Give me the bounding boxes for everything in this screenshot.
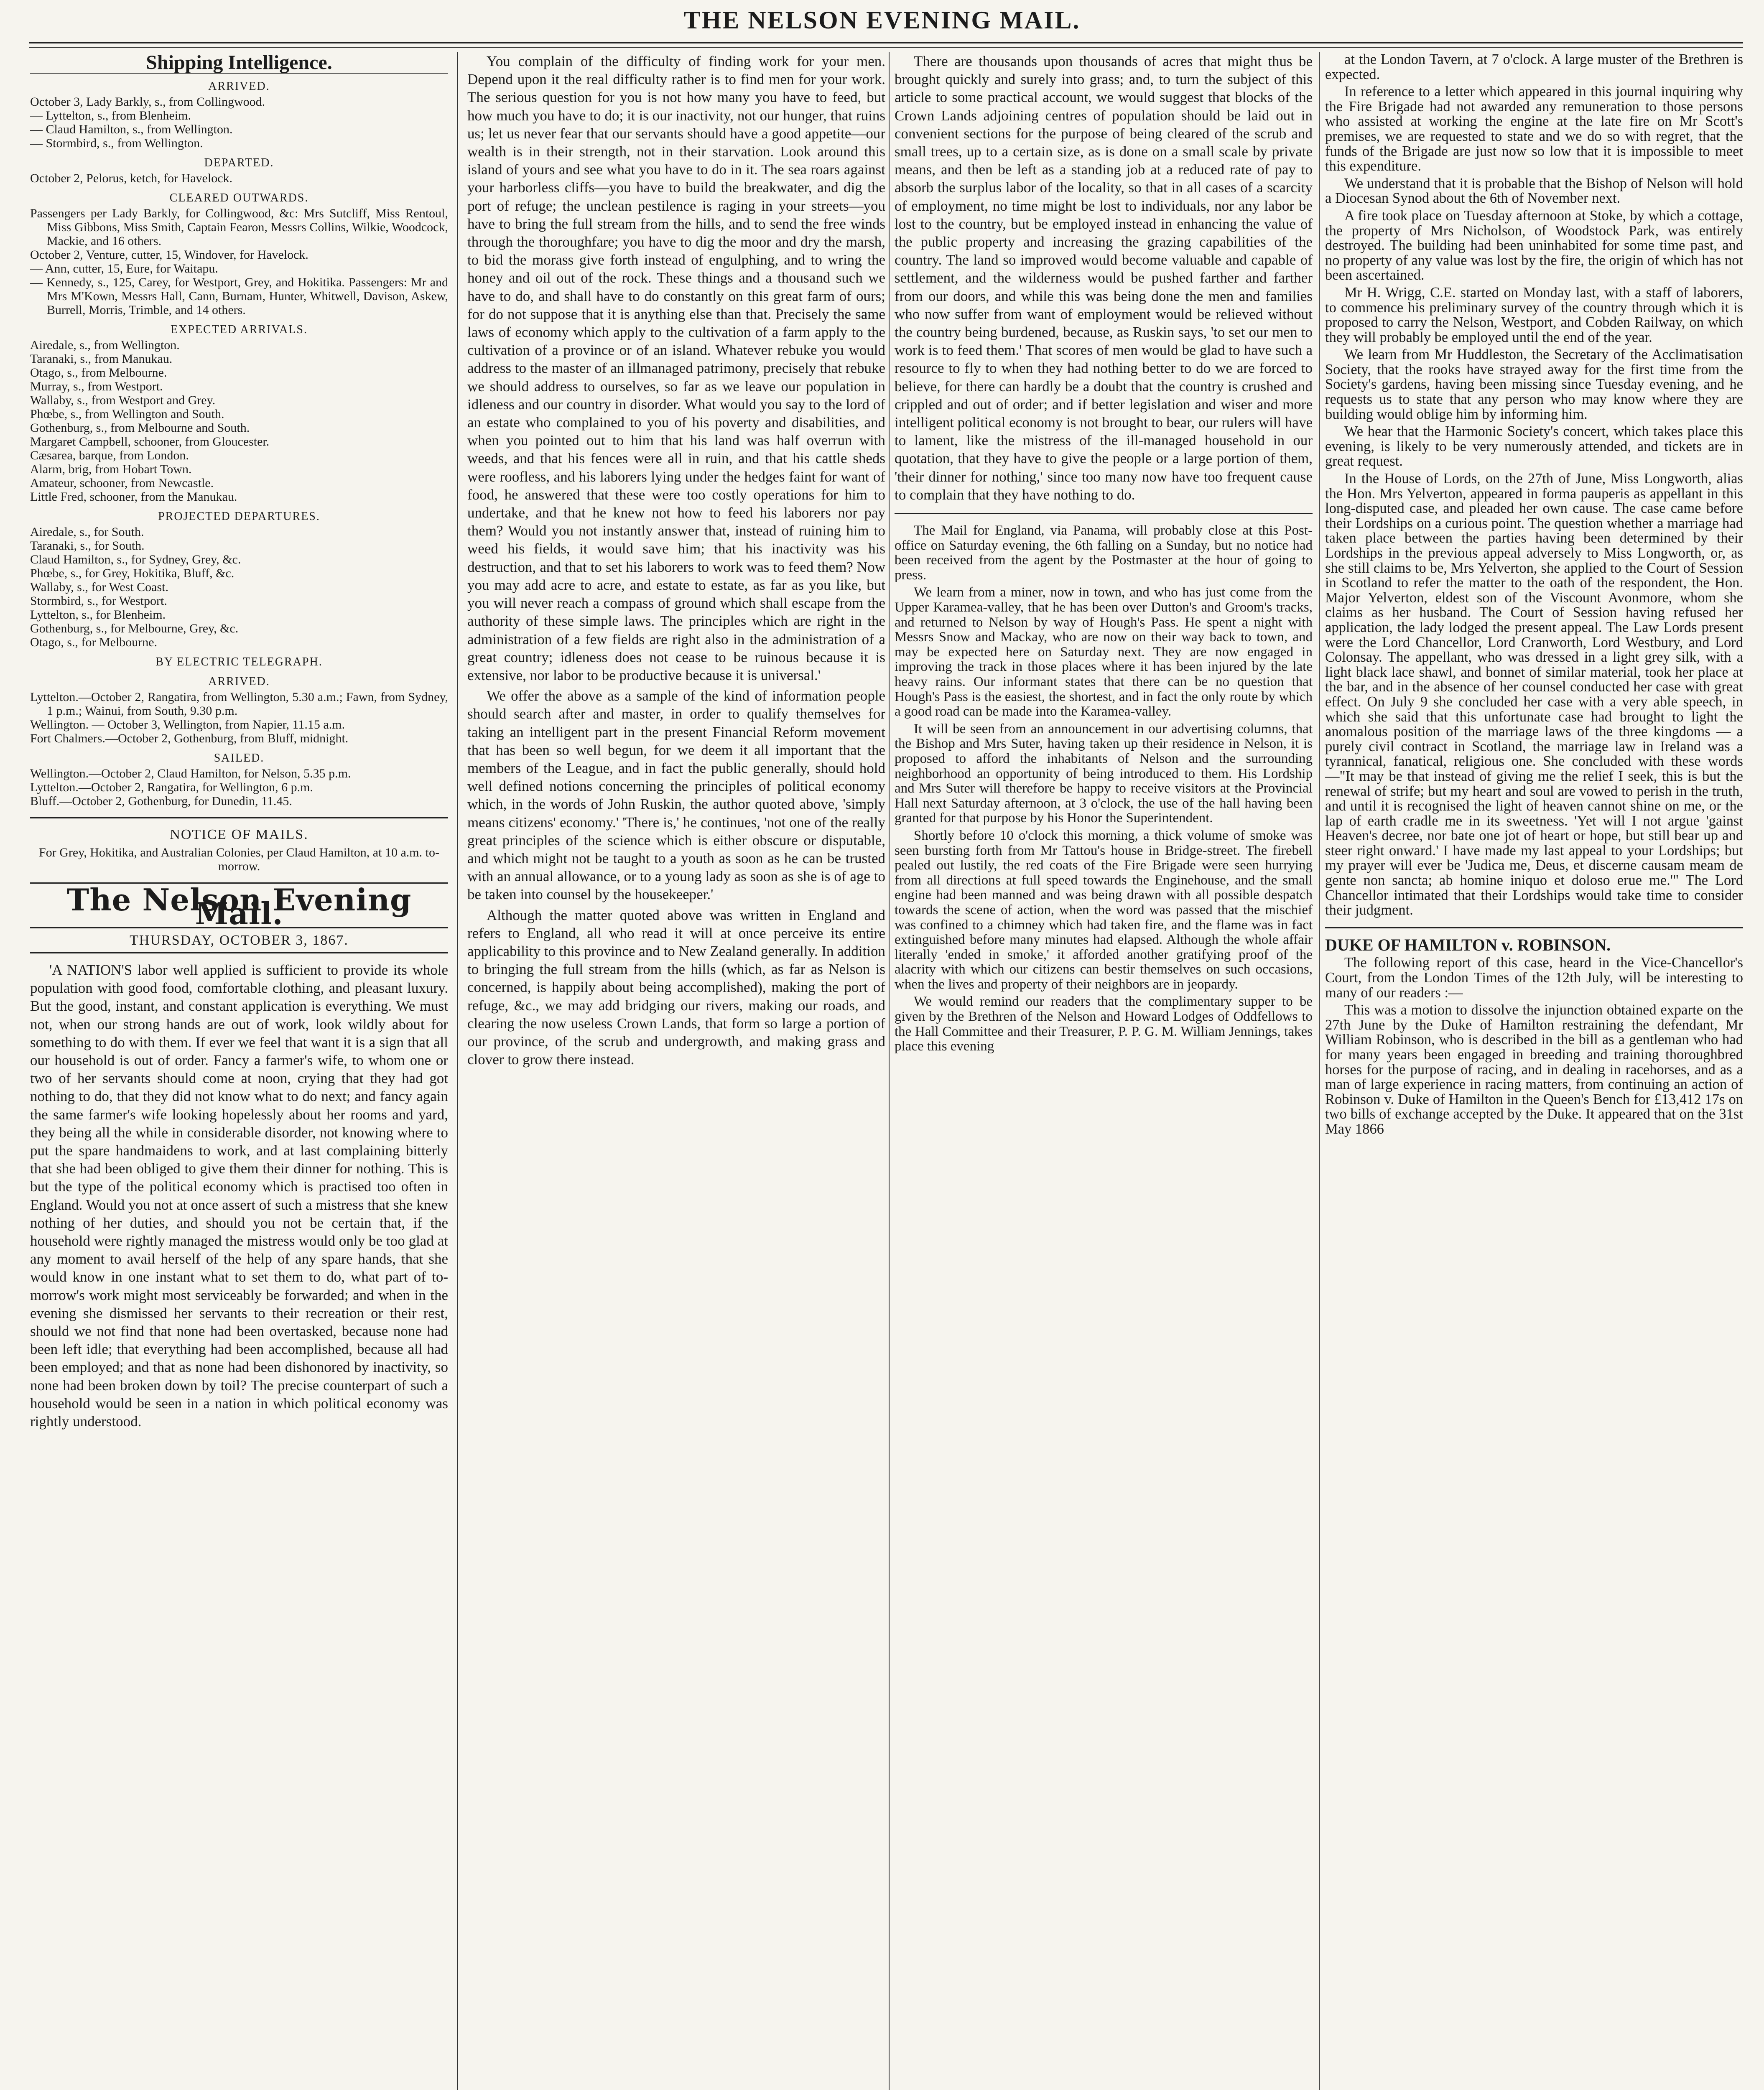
- list-item: Wallaby, s., for West Coast.: [30, 580, 168, 594]
- local-news-cont: [1325, 52, 1743, 918]
- mails-heading: NOTICE OF MAILS.: [170, 827, 308, 842]
- separator: [1325, 927, 1743, 928]
- list-item: October 2, Venture, cutter, 15, Windover, for Havelock.: [30, 248, 308, 262]
- list-item: Wellington. — October 3, Wellington, from Napier, 11.15 a.m.: [30, 718, 345, 732]
- list-item: Claud Hamilton, s., for Sydney, Grey, &c.: [30, 553, 241, 566]
- paper-title: The Nelson Evening Mail.: [66, 882, 412, 931]
- paragraph: Although the matter quoted above was written in England and refers to England, all who read it will at once perceive its entire applicability to this province and to New Zealand generally. In addition to bringing the full stream from the hills (which, as far as Nelson is concerned, is happily about being accomplished), making the port of refuge, &c., we may add bridging our rivers, making our roads, and clearing the now useless Crown Lands, that form so large a portion of our province, of the scrub and undergrowth, and making grass and clover to grow there instead.: [467, 907, 885, 1068]
- list-item: Phœbe, s., for Grey, Hokitika, Bluff, &c.: [30, 566, 235, 580]
- expected-list: [30, 338, 448, 504]
- leader-part-3: [895, 52, 1313, 504]
- list-item: Phœbe, s., from Wellington and South.: [30, 407, 224, 421]
- paragraph: In the House of Lords, on the 27th of June, Miss Longworth, alias the Hon. Mrs Yelverton, appeared in forma pauperis as appellant in this long-disputed case, and pleaded her own cause. The case came before their Lordships on a curious point. The question whether a marriage had taken place between the parties having been determined by their Lordships in the previous appeal adversely to Miss Longworth, or, as she still claims to be, Mrs Yelverton, she applied to the Court of Session in Scotland to refer the matter to the oath of the respondent, the Hon. Major Yelverton, eldest son of the Viscount Avonmore, whom she claims as her husband. The Court of Session having refused her application, the lady lodged the present appeal. The Law Lords present were the Lord Chancellor, Lord Cranworth, Lord Westbury, and Lord Colonsay. The appellant, who was dressed in a light grey silk, with a light black lace shawl, and bonnet of similar material, took her place at the bar, and in the absence of her counsel conducted her case with great effect. On July 9 she concluded her case with a very able speech, in which she said that this unfortunate case had brought to light the anomalous position of the marriage laws of the three kingdoms — a purely civil contract in Scotland, the marriage law in Ireland was a tyrannical, fanatical, religious one. She concluded with these words—"It may be that instead of giving me the relief I seek, this is but the renewal of strife; but my heart and soul are vowed to perish in the truth, and until it is recognised the light of heaven cannot shine on me, or the lap of earth cradle me in its sweetness. 'Yet will I not argue 'gainst Heaven's decree, nor bate one jot of heart or hope, but still bear up and steer right onward.' I have made my last appeal to your Lordships; but my prayer will ever be 'Judica me, Deus, et discerne causam meam de gente non sancta; ab homine iniquo et doloso erue me.'" The Lord Chancellor intimated that their Lordships would take time to consider their judgment.: [1325, 471, 1743, 918]
- paragraph: Mr H. Wrigg, C.E. started on Monday last, with a staff of laborers, to commence his preliminary survey of the country through which it is proposed to carry the Nelson, Westport, and Cobden Railway, on which they will probably be employed until the end of the year.: [1325, 284, 1743, 345]
- paragraph: There are thousands upon thousands of acres that might thus be brought quickly and surely into grass; and, to turn the subject of this article to some practical account, we would suggest that blocks of the Crown Lands adjoining centres of population should be laid out in convenient sections for the purpose of being cleared of the scrub and small trees, up to a certain size, as is done on a small scale by private means, and then be left as a standing job at a reduced rate of pay to absorb the surplus labor of the locality, so that in all cases of a scarcity of employment, no time might be lost to individuals, nor any labor be lost to the country, but be employed instead in enhancing the value of the public property and increasing the grazing capabilities of the country. The land so improved would become valuable and capable of settlement, and the wilderness would be pushed farther and farther from our doors, and while this was being done the men and families who now suffer from want of employment would be relieved without the country being burdened, because, as Ruskin says, 'to set our men to work is to feed them.' That scores of men would be glad to have such a resource to fly to when they had nothing better to do we are forced to believe, for there can hardly be a doubt that the country is crushed and crippled and out of order; and if better legislation and wiser and more intelligent political economy is not brought to bear, our rulers will have to lament, like the mistress of the ill-managed household in our quotation, that they have to give the people or a large portion of them, 'their dinner for nothing,' since too many now have too frequent cause to complain that they have nothing to do.: [895, 53, 1313, 503]
- paragraph: at the London Tavern, at 7 o'clock. A large muster of the Brethren is expected.: [1325, 52, 1743, 82]
- list-item: October 3, Lady Barkly, s., from Collingwood.: [30, 95, 265, 109]
- arrived-list: [30, 95, 448, 150]
- list-item: Airedale, s., from Wellington.: [30, 338, 180, 352]
- paragraph: We learn from a miner, now in town, and who has just come from the Upper Karamea-valley, that he has been over Dutton's and Groom's tracks, and returned to Nelson by way of Hough's Pass. He spent a night with Messrs Snow and Mackay, who are now on their way back to town, and may be expected here on Saturday next. They are now engaged in improving the track in those places where it has been injured by the late heavy rains. Our informant states that there can be no question that Hough's Pass is the easiest, the shortest, and in fact the only route by which a good road can be made into the Karamea-valley.: [895, 585, 1313, 719]
- paragraph: We would remind our readers that the complimentary supper to be given by the Brethren of the Nelson and Howard Lodges of Oddfellows to the Hall Committee and their Treasurer, P. P. G. M. William Jennings, takes place this evening: [895, 994, 1313, 1054]
- paragraph: The following report of this case, heard in the Vice-Chancellor's Court, from the London Times of the 12th July, will be interesting to many of our readers :—: [1325, 955, 1743, 1001]
- list-item: Lyttelton, s., for Blenheim.: [30, 608, 166, 622]
- list-item: Otago, s., for Melbourne.: [30, 635, 158, 649]
- departed-heading: DEPARTED.: [204, 156, 274, 169]
- column-rule: [889, 52, 890, 2090]
- column-2: [467, 52, 885, 2090]
- leader-part-2: [467, 52, 885, 1068]
- list-item: Airedale, s., for South.: [30, 525, 144, 539]
- paragraph: 'A NATION'S labor well applied is sufficient to provide its whole population with good food, comfortable clothing, and pleasant luxury. But the good, instant, and constant application is everything. We must not, when our strong hands are out of work, look wildly about for something to do with them. If ever we feel that want it is a sign that all our household is out of order. Fancy a farmer's wife, to whom one or two of her servants should come at noon, crying that they had got nothing to do, that they did not know what to do next; and fancy again the same farmer's wife looking hopelessly about her rooms and yard, they being all the while in considerable disorder, not knowing where to put the spare handmaidens to work, and at last complaining bitterly that she had been obliged to give them their dinner for nothing. This is but the type of the political economy which is practised too often in England. Would you not at once assert of such a mistress that she knew nothing of her duties, and should you not be certain that, if the household were rightly managed the mistress would only be too glad at any moment to avail herself of the help of any spare hands, that she would know in one instant what to set them to do, what part of to-morrow's work might most serviceably be forwarded; and when in the evening she dismissed her servants to their recreation or their rest, should we not find that none had been overtasked, because none had been left idle; that everything had been accomplished, because all had been employed; and that as none had been dishonored by inactivity, so none had been broken down by toil? The precise counterpart of such a household would be seen in a nation in which political economy was rightly understood.: [30, 962, 448, 1430]
- departed-list: [30, 171, 448, 185]
- paragraph: It will be seen from an announcement in our advertising columns, that the Bishop and Mrs Suter, having taken up their residence in Nelson, it is proposed to afford the inhabitants of Nelson and the surrounding neighborhood an opportunity of being introduced to them. His Lordship and Mrs Suter will therefore be happy to receive visitors at the Provincial Hall next Saturday afternoon, at 3 o'clock, the use of the hall having been granted for that purpose by his Honor the Superintendent.: [895, 721, 1313, 826]
- list-item: Stormbird, s., for Westport.: [30, 594, 167, 608]
- column-1: [30, 52, 448, 2090]
- hamilton-title: DUKE OF HAMILTON v. ROBINSON.: [1325, 935, 1611, 954]
- paragraph: This was a motion to dissolve the injunction obtained exparte on the 27th June by the Duke of Hamilton restraining the defendant, Mr William Robinson, who is described in the bill as a gentleman who had for many years been engaged in breeding and training thoroughbred horses for the purpose of racing, and in dealing in racehorses, and as a man of large experience in racing matters, from continuing an action of Robinson v. Duke of Hamilton in the Queen's Bench for £13,412 17s on two bills of exchange accepted by the Duke. It appeared that on the 31st May 1866: [1325, 1002, 1743, 1137]
- list-item: Margaret Campbell, schooner, from Gloucester.: [30, 435, 270, 449]
- tel-sailed-list: [30, 767, 448, 808]
- telegraph-heading: BY ELECTRIC TELEGRAPH.: [155, 655, 323, 668]
- column-4: [1325, 52, 1743, 2090]
- tel-sailed-heading: SAILED.: [214, 752, 265, 765]
- paragraph: You complain of the difficulty of finding work for your men. Depend upon it the real difficulty rather is to find men for your work. The serious question for you is not how many you have to feed, but how much you have to do; it is our inactivity, not our hunger, that ruins us; let us never fear that our servants should have a good appetite—our wealth is in their strength, not in their starvation. Look around this island of yours and see what you have to do in it. The sea roars against your harborless cliffs—you have to build the breakwater, and dig the port of refuge; the unclean pestilence is raging in your streets—you have to bring the full stream from the hills, and to send the free winds through the thoroughfare; you have to dig the moor and dry the marsh, to bid the morass give forth instead of engulphing, and to wring the honey and oil out of the rock. These things and a thousand such we have to do, and shall have to do constantly on this great farm of ours; for do not suppose that it is anything else than that. Precisely the same laws of economy which apply to the cultivation of a farm apply to the cultivation of a province or of an island. Whatever rebuke you would address to the master of an illmanaged patrimony, precisely that rebuke we should address to ourselves, so far as we leave our population in idleness and our country in disorder. What would you say to the lord of an estate who complained to you of his poverty and disabilities, and when you pointed out to him that his land was half overrun with weeds, and that his fences were all in ruin, and that his cattle sheds were roofless, and his laborers lying under the hedges faint for want of food, he answered that these were too costly operations for him to undertake, and that he knew not how to feed his laborers nor pay them? Would you not instantly answer that, instead of ruining him to weed his fields, it would save him; that his inactivity was his destruction, and that to set his laborers to work was to feed them? Now you may add acre to acre, and estate to estate, as far as you like, but you will never reach a compass of ground which shall escape from the authority of these simple laws. The principles which are right in the administration of a few fields are right also in the administration of a great country; idleness does not cease to be ruinous because it is extensive, nor labor to be productive because it is universal.': [467, 53, 885, 683]
- list-item: Fort Chalmers.—October 2, Gothenburg, from Bluff, midnight.: [30, 732, 349, 745]
- list-item: — Stormbird, s., from Wellington.: [30, 136, 203, 150]
- list-item: Gothenburg, s., from Melbourne and South.: [30, 421, 250, 435]
- list-item: Taranaki, s., from Manukau.: [30, 352, 173, 366]
- list-item: — Kennedy, s., 125, Carey, for Westport, Grey, and Hokitika. Passengers: Mr and Mrs M'Kown, Messrs Hall, Cann, Burnam, Hunter, Whitwell, Davison, Askew, Burrell, Morris, Trimble, and 14 others.: [30, 275, 448, 317]
- list-item: Lyttelton.—October 2, Rangatira, for Wellington, 6 p.m.: [30, 780, 313, 794]
- paragraph: The Mail for England, via Panama, will probably close at this Post-office on Saturday evening, the 6th falling on a Sunday, but no notice had been received from the agent by the Postmaster at the hour of going to press.: [895, 523, 1313, 583]
- dateline: THURSDAY, OCTOBER 3, 1867.: [30, 927, 448, 953]
- list-item: Gothenburg, s., for Melbourne, Grey, &c.: [30, 622, 239, 635]
- masthead-rule: [29, 42, 1743, 48]
- cleared-list: [30, 206, 448, 317]
- separator: [895, 513, 1313, 514]
- tel-arrived-heading: ARRIVED.: [208, 675, 270, 688]
- projected-heading: PROJECTED DEPARTURES.: [158, 510, 320, 523]
- local-news: [895, 523, 1313, 1054]
- list-item: Bluff.—October 2, Gothenburg, for Dunedin, 11.45.: [30, 794, 292, 808]
- list-item: Taranaki, s., for South.: [30, 539, 145, 553]
- list-item: — Ann, cutter, 15, Eure, for Waitapu.: [30, 262, 218, 275]
- list-item: Alarm, brig, from Hobart Town.: [30, 462, 192, 476]
- paragraph: We understand that it is probable that the Bishop of Nelson will hold a Diocesan Synod about the 6th of November next.: [1325, 175, 1743, 206]
- list-item: Murray, s., from Westport.: [30, 380, 163, 393]
- list-item: Passengers per Lady Barkly, for Collingwood, &c: Mrs Sutcliff, Miss Rentoul, Miss Gibbons, Miss Smith, Captain Fearon, Messrs Collins, Wilkie, Woodcock, Mackie, and 16 others.: [30, 206, 448, 248]
- list-item: October 2, Pelorus, ketch, for Havelock.: [30, 171, 233, 185]
- list-item: Cæsarea, barque, from London.: [30, 449, 189, 462]
- projected-list: [30, 525, 448, 649]
- hamilton-body: [1325, 956, 1743, 1137]
- list-item: — Claud Hamilton, s., from Wellington.: [30, 122, 233, 136]
- mails-text: For Grey, Hokitika, and Australian Colonies, per Claud Hamilton, at 10 a.m. to-morrow.: [39, 846, 439, 873]
- separator: [30, 817, 448, 818]
- paragraph: We hear that the Harmonic Society's concert, which takes place this evening, is likely to be very numerously attended, and tickets are in great request.: [1325, 423, 1743, 469]
- cleared-heading: CLEARED OUTWARDS.: [169, 191, 309, 204]
- expected-heading: EXPECTED ARRIVALS.: [171, 323, 308, 336]
- column-3: [895, 52, 1313, 2090]
- paragraph: We learn from Mr Huddleston, the Secretary of the Acclimatisation Society, that the rooks have strayed away for the first time from the Society's gardens, having been missing since Tuesday evening, and he requests us to state that any person who may know where they are building would oblige him by informing him.: [1325, 347, 1743, 422]
- paragraph: A fire took place on Tuesday afternoon at Stoke, by which a cottage, the property of Mrs Nicholson, of Woodstock Park, was entirely destroyed. The building had been uninhabited for some time past, and no property of any value was lost by the fire, the origin of which has not been ascertained.: [1325, 207, 1743, 283]
- list-item: — Lyttelton, s., from Blenheim.: [30, 109, 191, 122]
- paragraph: We offer the above as a sample of the kind of information people should search after and master, in order to qualify themselves for taking an intelligent part in the present Financial Reform movement that has been so well begun, for we deem it all important that the members of the League, and in fact the public generally, should hold well defined notions concerning the principles of political economy which, in the words of John Ruskin, the author quoted above, 'simply means citizens' economy.' 'There is,' he continues, 'not one of the really great principles of the science which is either obscure or disputable, and which might not be taught to a youth as soon as he can be trusted with an annual allowance, or to a young lady as soon as she is of age to be taken into counsel by the housekeeper.': [467, 688, 885, 903]
- list-item: Wallaby, s., from Westport and Grey.: [30, 393, 216, 407]
- list-item: Otago, s., from Melbourne.: [30, 366, 167, 380]
- paragraph: In reference to a letter which appeared in this journal inquiring why the Fire Brigade had not awarded any remuneration to those persons who assisted at working the engine at the late fire on Mr Scott's premises, we are requested to state and we do so with regret, that the funds of the Brigade are just now so low that it is impossible to meet this expenditure.: [1325, 84, 1743, 174]
- arrived-heading: ARRIVED.: [208, 80, 270, 93]
- list-item: Amateur, schooner, from Newcastle.: [30, 476, 214, 490]
- list-item: Wellington.—October 2, Claud Hamilton, for Nelson, 5.35 p.m.: [30, 767, 351, 780]
- paragraph: Shortly before 10 o'clock this morning, a thick volume of smoke was seen bursting forth from Mr Tattou's house in Bridge-street. The firebell pealed out lustily, the red coats of the Fire Brigade were seen hurrying from all directions at full speed towards the Enginehouse, and the small engine had been manned and was being drawn with all possible despatch towards the scene of action, when the word was passed that the mischief was confined to a chimney which had taken fire, and the flame was in fact extinguished before many minutes had elapsed. Although the whole affair literally 'ended in smoke,' it afforded another gratifying proof of the alacrity with which our citizens can bestir themselves on such occasions, when the lives and property of their neighbors are in jeopardy.: [895, 828, 1313, 992]
- tel-arrived-list: [30, 690, 448, 745]
- column-rule: [457, 52, 458, 2090]
- shipping-title: Shipping Intelligence.: [30, 56, 448, 74]
- column-rule: [1319, 52, 1320, 2090]
- list-item: Lyttelton.—October 2, Rangatira, from Wellington, 5.30 a.m.; Fawn, from Sydney, 1 p.m.; Wainui, from South, 9.30 p.m.: [30, 690, 448, 718]
- leader-part-1: [30, 961, 448, 1430]
- list-item: Little Fred, schooner, from the Manukau.: [30, 490, 237, 504]
- masthead: THE NELSON EVENING MAIL.: [683, 6, 1081, 34]
